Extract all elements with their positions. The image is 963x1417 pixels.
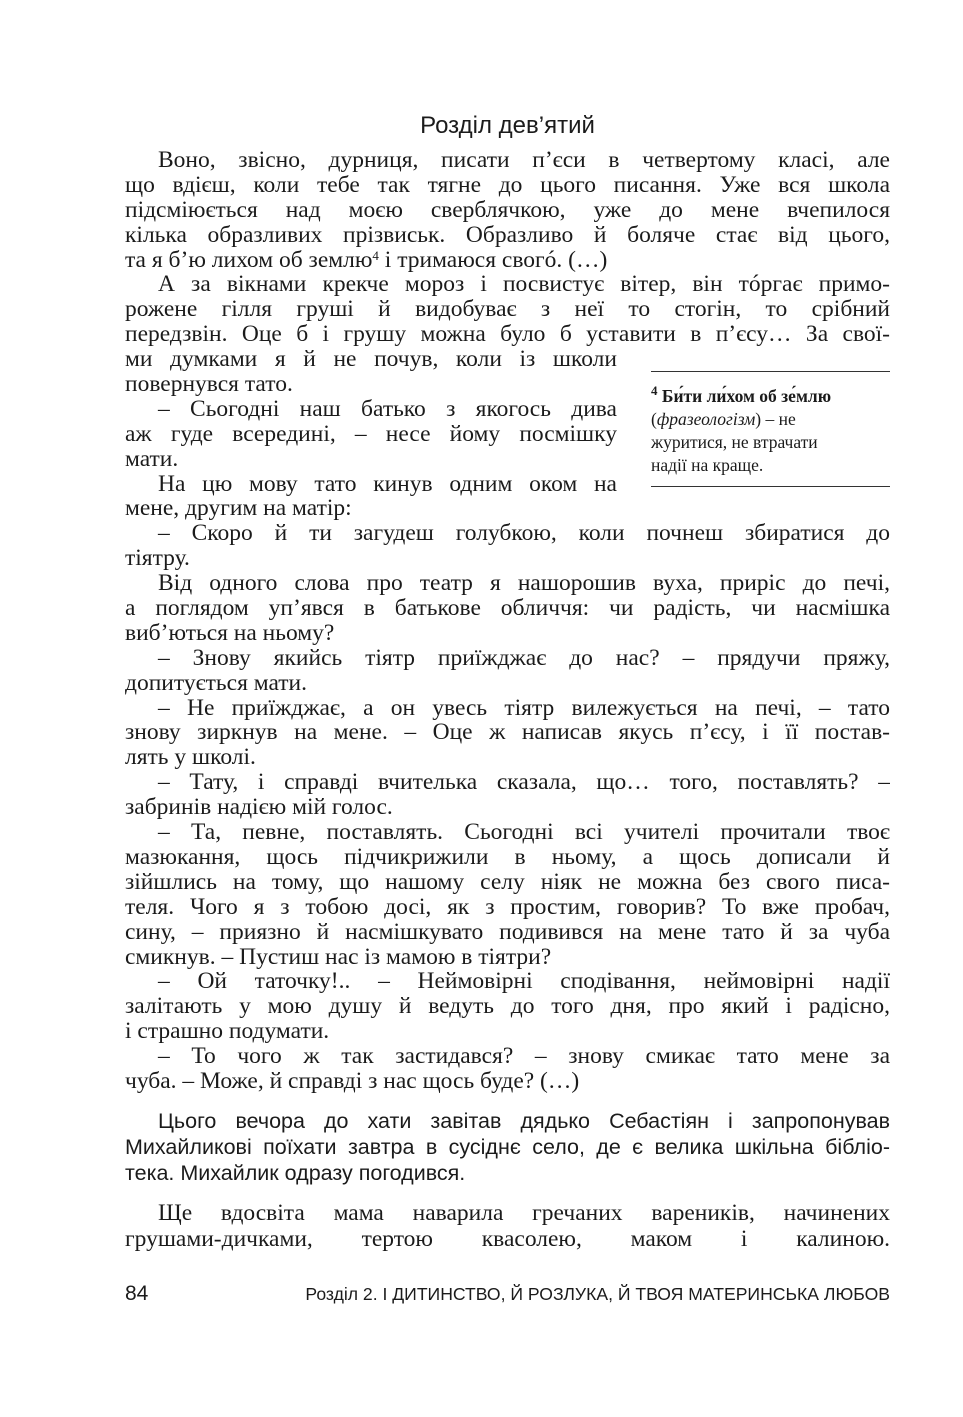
text-fragment: та я б’ю лихом об землю (125, 246, 373, 273)
text-line: теля. Чого я з тобою досі, як з простим, говорив? То вже пробач, (125, 894, 890, 920)
text-line: Михайликові поїхати завтра в сусіднє село, де є велика шкільна бібліо- (125, 1135, 890, 1159)
text-line: мати. (125, 445, 179, 472)
text-line: Від одного слова про театр я нашорошив вуха, приріс до печі, (158, 571, 890, 597)
text-line: – Не приїжджає, а он увесь тіятр вилежується на печі, – тато (158, 695, 890, 721)
chapter-title: Розділ дев’ятий (420, 112, 595, 139)
text-line: смикнув. – Пустиш нас із мамою в тіятри? (125, 943, 552, 970)
text-line: кілька образливих прізвиськ. Образливо й боляче стає від цього, (125, 222, 890, 248)
text-line: А за вікнами крекче мороз і посвистує вітер, він тóргає примо- (158, 272, 890, 298)
text-line: Цього вечора до хати завітав дядько Себастіян і запропонував (158, 1109, 890, 1133)
text-line: – Знову якийсь тіятр приїжджає до нас? – прядучи пряжу, (158, 645, 890, 671)
text-line: що вдієш, коли тебе так тягне до цього писання. Уже вся школа (125, 172, 890, 198)
story-text (125, 148, 890, 1094)
text-line: ми думками я й не почув, коли із школи (125, 347, 617, 373)
footnote-number: 4 (651, 383, 658, 398)
text-line: підсміюється над моєю сверблячкою, уже до мене вчепилося (125, 197, 890, 223)
text-line: мене, другим на матір: (125, 495, 352, 522)
summary-paragraph (125, 1108, 890, 1186)
text-line: передзвін. Оце б і грушу можна було б уставити в п’єсу… За свої- (125, 322, 890, 348)
text-line: Ще вдосвіта мама наварила гречаних вареників, начинених (158, 1200, 890, 1226)
footnote-line: надії на краще. (651, 455, 764, 475)
text-line: – Скоро й ти загудеш голубкою, коли почнеш збиратися до (158, 521, 890, 547)
text-line: мазюкання, щось підчикрижили в ньому, а щось дописали й (125, 844, 890, 870)
footnote-line (651, 408, 890, 431)
text-line: виб’ються на ньому? (125, 619, 335, 646)
text-line: грушами-дичками, тертою квасолею, маком і калиною. (125, 1226, 890, 1252)
text-line: повернувся тато. (125, 371, 293, 398)
page-number: 84 (125, 1282, 149, 1305)
footnote-paren: ( (651, 409, 657, 429)
text-line: тіятру. (125, 545, 190, 572)
text-line: аж гуде всередині, – несе йому посмішку (125, 421, 617, 447)
text-line: і страшно подумати. (125, 1018, 330, 1045)
footnote-line: журитися, не втрачати (651, 432, 818, 452)
text-line: знову зиркнув на мене. – Оце ж написав якусь п’єсу, і її постав- (125, 720, 890, 746)
text-line: На цю мову тато кинув одним оком на (158, 471, 617, 497)
text-line: забринів надією мій голос. (125, 794, 393, 821)
closing-paragraph (125, 1200, 890, 1252)
text-line: – Тату, і справді вчителька сказала, що… того, поставлять? – (158, 770, 890, 796)
footnote-box (651, 371, 890, 487)
text-line: рожене гілля груші й видобуває з неї то стогін, то срібний (125, 297, 890, 323)
text-line: чуба. – Може, й справді з нас щось буде? (…) (125, 1067, 580, 1094)
text-line: – Та, певне, поставлять. Сьогодні всі учителі прочитали твоє (158, 820, 890, 845)
text-line: допитується мати. (125, 669, 308, 696)
text-line: залітають у мою душу й ведуть до того дня, про який і радісно, (125, 994, 890, 1020)
footnote-term: Би́ти ли́хом об зе́млю (661, 386, 832, 406)
text-line (125, 248, 890, 273)
text-line: – Ой таточку!.. – Неймовірні сподівання, неймовірні надії (158, 969, 890, 995)
footnote-kind: фразеологізм (656, 409, 756, 429)
text-line: Воно, звісно, дурниця, писати п’єси в четвертому класі, але (158, 148, 890, 173)
footnote-line (651, 385, 890, 408)
text-line: – Сьогодні наш батько з якогось дива (158, 396, 617, 422)
footnote-dash: ) – не (755, 409, 796, 429)
running-footer: Розділ 2. І ДИТИНСТВО, Й РОЗЛУКА, Й ТВОЯ МАТЕРИНСЬКА ЛЮБОВ (305, 1284, 890, 1304)
footnote-marker: 4 (372, 247, 379, 263)
text-fragment: і тримаюся свогó. (…) (384, 246, 608, 273)
text-line: лять у школі. (125, 744, 256, 771)
text-line: зійшлись на тому, що нашому селу ніяк не можна без свого писа- (125, 869, 890, 895)
text-line: – То чого ж так застидався? – знову смикає тато мене за (158, 1044, 890, 1069)
text-line: тека. Михайлик одразу погодився. (125, 1161, 466, 1185)
text-line: а поглядом уп’явся в батькове обличчя: чи радість, чи насмішка (125, 596, 890, 621)
text-line: сину, – приязно й насмішкувато подивився на мене тато й за чуба (125, 919, 890, 945)
